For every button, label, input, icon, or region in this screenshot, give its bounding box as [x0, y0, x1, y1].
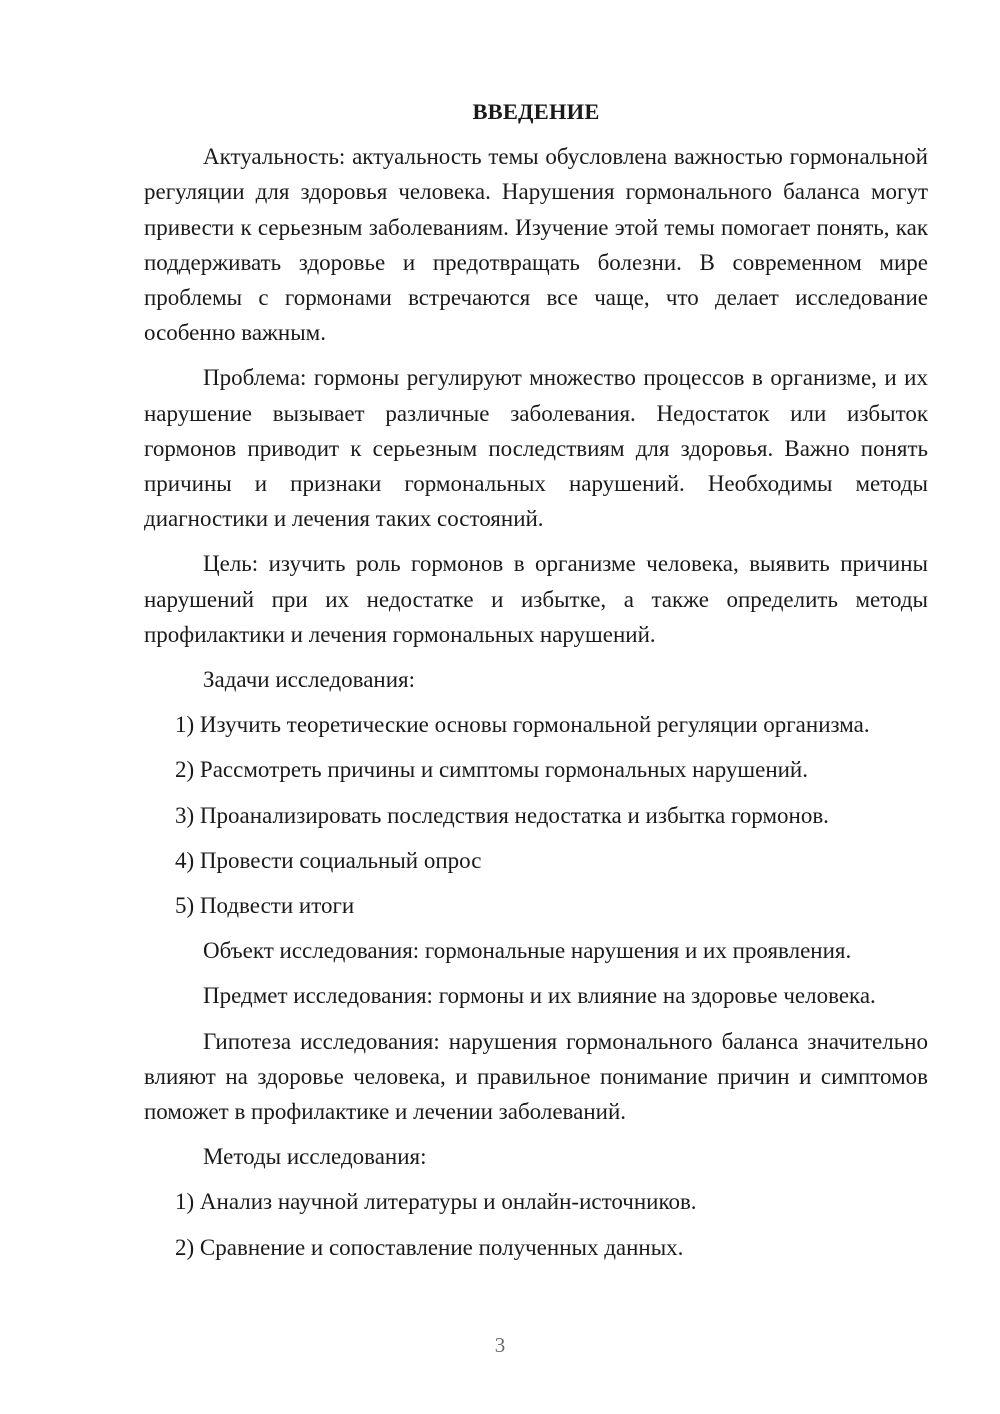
problem-paragraph: Проблема: гормоны регулируют множество процессов в организме, и их нарушение вызывает различные заболевания. Недостаток или избыток гормонов приводит к серьезным последствиям для здоровья. Важно понять причины и признаки гормональных нарушений. Необходимы методы диагностики и лечения таких состояний.	[144, 365, 928, 532]
page-number: 3	[494, 1333, 506, 1357]
section-title: ВВЕДЕНИЕ	[472, 99, 600, 124]
tasks-list	[144, 707, 928, 923]
method-item: 2) Сравнение и сопоставление полученных данных.	[175, 1234, 684, 1260]
object-paragraph: Объект исследования: гормональные нарушения и их проявления.	[203, 938, 852, 964]
subject-paragraph: Предмет исследования: гормоны и их влияние на здоровье человека.	[203, 983, 876, 1009]
task-item: 1) Изучить теоретические основы гормональной регуляции организма.	[175, 712, 870, 738]
hypothesis-paragraph: Гипотеза исследования: нарушения гормонального баланса значительно влияют на здоровье человека, и правильное понимание причин и симптомов поможет в профилактике и лечении заболеваний.	[144, 1028, 928, 1125]
task-item: 4) Провести социальный опрос	[175, 847, 482, 873]
tasks-heading: Задачи исследования:	[203, 667, 416, 693]
task-item: 5) Подвести итоги	[175, 893, 355, 919]
relevance-paragraph: Актуальность: актуальность темы обусловлена важностью гормональной регуляции для здоровья человека. Нарушения гормонального баланса могут привести к серьезным заболеваниям. Изучение этой темы помогает понять, как поддерживать здоровье и предотвращать болезни. В современном мире проблемы с гормонами встречаются все чаще, что делает исследование особенно важным.	[144, 144, 928, 346]
methods-heading: Методы исследования:	[203, 1144, 427, 1170]
methods-list	[144, 1184, 928, 1264]
method-item: 1) Анализ научной литературы и онлайн-источников.	[175, 1189, 697, 1215]
task-item: 2) Рассмотреть причины и симптомы гормональных нарушений.	[175, 757, 808, 783]
task-item: 3) Проанализировать последствия недостатка и избытка гормонов.	[175, 802, 829, 828]
goal-paragraph: Цель: изучить роль гормонов в организме человека, выявить причины нарушений при их недостатке и избытке, а также определить методы профилактики и лечения гормональных нарушений.	[144, 551, 928, 647]
document-page	[144, 94, 928, 1275]
